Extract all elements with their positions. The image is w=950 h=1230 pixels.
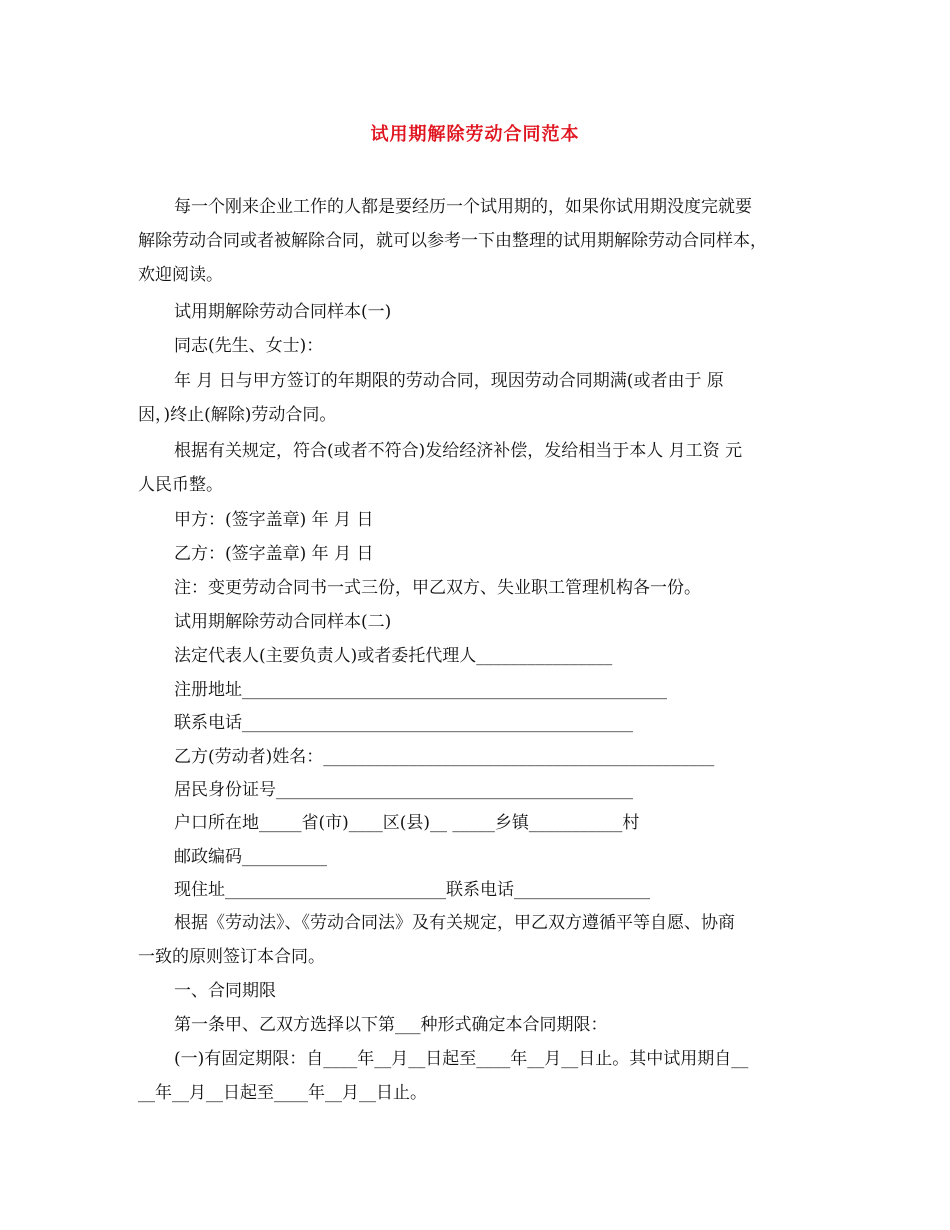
reg-address-field: 注册地址__________________________________________________: [174, 680, 667, 700]
note: 注：变更劳动合同书一式三份，甲乙双方、失业职工管理机构各一份。: [174, 578, 701, 598]
id-number-field: 居民身份证号__________________________________________: [174, 780, 633, 800]
party-b-signature: 乙方：(签字盖章) 年 月 日: [174, 544, 374, 564]
fixed-term-paragraph: (一)有固定期限：自____年__月__日起至____年__月__日止。其中试用期自__ __年__月__日起至____年__月__日止。: [138, 1049, 749, 1103]
compensation-paragraph: 根据有关规定，符合(或者不符合)发给经济补偿，发给相当于本人 月工资 元 人民币整。: [138, 441, 743, 495]
salutation: 同志(先生、女士)：: [174, 336, 324, 356]
worker-name-field: 乙方(劳动者)姓名：______________________________________________: [174, 747, 715, 767]
termination-paragraph: 年 月 日与甲方签订的年期限的劳动合同，现因劳动合同期满(或者由于 原 因，)终止(解除)劳动合同。: [138, 371, 724, 425]
article1: 第一条甲、乙双方选择以下第___种形式确定本合同期限：: [174, 1015, 608, 1035]
document-title: 试用期解除劳动合同范本: [370, 124, 580, 145]
phone-field: 联系电话______________________________________________: [174, 713, 633, 733]
hukou-field: 户口所在地_____省(市)____区(县)__ _____乡镇___________村: [174, 813, 640, 833]
current-address-field: 现住址__________________________联系电话________________: [174, 880, 650, 900]
sample2-heading: 试用期解除劳动合同样本(二): [174, 612, 392, 632]
intro-paragraph: 每一个刚来企业工作的人都是要经历一个试用期的，如果你试用期没度完就要 解除劳动合同或者被解除合同，就可以参考一下由整理的试用期解除劳动合同样本， 欢迎阅读。: [138, 197, 767, 285]
basis-paragraph: 根据《劳动法》、《劳动合同法》及有关规定，甲乙双方遵循平等自愿、协商 一致的原则签订本合同。: [138, 913, 735, 967]
section1-heading: 一、合同期限: [174, 981, 276, 1001]
postcode-field: 邮政编码__________: [174, 847, 327, 867]
sample1-heading: 试用期解除劳动合同样本(一): [174, 302, 392, 322]
legal-rep-field: 法定代表人(主要负责人)或者委托代理人________________: [174, 646, 613, 666]
party-a-signature: 甲方：(签字盖章) 年 月 日: [174, 510, 374, 530]
